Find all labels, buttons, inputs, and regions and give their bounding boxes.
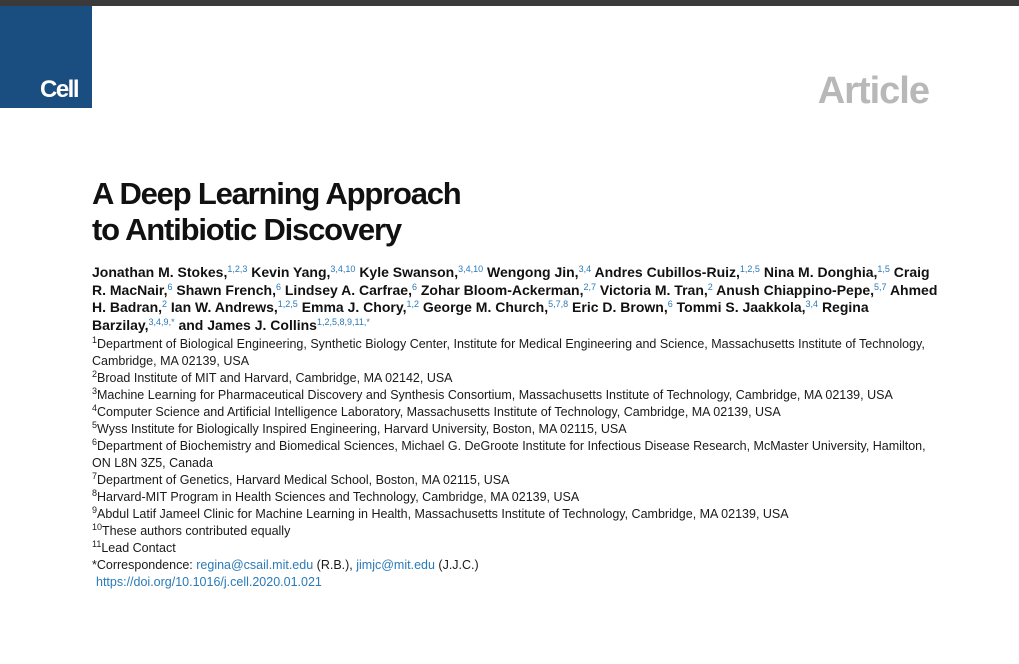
affiliation-number: 11 <box>92 539 102 549</box>
affiliation-item <box>92 387 942 404</box>
journal-logo-text: Cell <box>40 76 79 103</box>
author-name <box>359 264 483 280</box>
affiliation-item <box>92 523 942 540</box>
author-name <box>594 264 759 280</box>
affiliation-number: 7 <box>92 471 98 481</box>
affiliation-items <box>92 336 942 557</box>
author-affiliation-marker[interactable]: 6 <box>411 281 417 292</box>
affiliation-number: 5 <box>92 420 98 430</box>
author-list <box>92 264 942 334</box>
author-name-text: Shawn French, <box>176 281 276 298</box>
affiliation-number: 4 <box>92 403 98 413</box>
author-name-text: Ian W. Andrews, <box>170 299 278 315</box>
affiliation-text: Broad Institute of MIT and Harvard, Cambridge, MA 02142, USA <box>97 371 453 385</box>
author-name-text: George M. Church, <box>422 299 549 315</box>
author-name-text: Eric D. Brown, <box>572 299 668 315</box>
journal-logo <box>0 6 92 108</box>
affiliation-text: Lead Contact <box>101 541 176 555</box>
affiliation-number: 3 <box>92 386 98 396</box>
author-name <box>423 299 568 315</box>
author-name <box>92 264 247 280</box>
affiliation-text: Wyss Institute for Biologically Inspired Engineering, Harvard University, Boston, MA 02115, USA <box>97 422 627 436</box>
author-name-text: and James J. Collins <box>178 316 317 333</box>
author-name <box>302 299 419 315</box>
author-name <box>178 317 369 333</box>
author-affiliation-marker[interactable]: 1,2,3 <box>227 264 248 274</box>
top-bar <box>0 0 1019 6</box>
author-affiliation-marker[interactable]: 3,4,10 <box>458 264 484 274</box>
author-name-text: Anush Chiappino-Pepe, <box>716 281 875 298</box>
author-name-text: Emma J. Chory, <box>301 299 407 315</box>
author-name <box>600 282 713 298</box>
author-affiliation-marker[interactable]: 6 <box>275 281 281 292</box>
author-affiliation-marker[interactable]: 3,4 <box>578 264 592 274</box>
correspondence-initials-rb: (R.B.), <box>316 558 353 572</box>
author-name <box>421 282 596 298</box>
author-affiliation-marker[interactable]: 1,5 <box>877 264 890 274</box>
paper-title <box>92 176 692 248</box>
email-link-rb[interactable]: regina@csail.mit.edu <box>196 558 314 572</box>
affiliation-item <box>92 421 942 438</box>
author-affiliation-marker[interactable]: 1,2,5 <box>739 264 760 274</box>
affiliation-number: 9 <box>92 505 98 515</box>
author-name <box>487 264 591 280</box>
correspondence-line <box>92 557 942 574</box>
author-name <box>716 282 886 298</box>
author-name-text: Lindsey A. Carfrae, <box>284 281 412 298</box>
affiliation-text: Department of Genetics, Harvard Medical School, Boston, MA 02115, USA <box>97 473 510 487</box>
paper-title-line-2: to Antibiotic Discovery <box>92 212 401 247</box>
author-affiliation-marker[interactable]: 6 <box>167 281 173 292</box>
affiliation-text: These authors contributed equally <box>102 524 291 538</box>
affiliation-number: 1 <box>92 335 98 345</box>
affiliation-item <box>92 489 942 506</box>
author-name <box>251 264 355 280</box>
correspondence-label: *Correspondence: <box>92 558 193 572</box>
author-name-text: Ahmed H. Badran, <box>92 281 938 315</box>
author-name-text: Wengong Jin, <box>487 264 579 280</box>
affiliation-text: Harvard-MIT Program in Health Sciences and Technology, Cambridge, MA 02139, USA <box>97 490 580 504</box>
author-name-text: Jonathan M. Stokes, <box>92 264 228 280</box>
author-name-text: Nina M. Donghia, <box>763 264 878 280</box>
affiliation-text: Department of Biochemistry and Biomedical Sciences, Michael G. DeGroote Institute for Infectious Disease Research, McMaster University, Hamilton, ON L8N 3Z5, Canada <box>92 439 926 470</box>
author-affiliation-marker[interactable]: 6 <box>667 299 673 309</box>
author-affiliation-marker[interactable]: 1,2,5 <box>277 299 298 309</box>
affiliation-item <box>92 438 942 472</box>
affiliation-number: 2 <box>92 369 98 379</box>
affiliation-number: 10 <box>92 522 103 532</box>
affiliation-item <box>92 336 942 370</box>
author-name <box>285 282 417 298</box>
email-link-jjc[interactable]: jimjc@mit.edu <box>356 558 435 572</box>
author-affiliation-marker[interactable]: 2 <box>707 281 713 292</box>
author-affiliation-marker[interactable]: 1,2 <box>406 299 419 309</box>
author-name-text: Victoria M. Tran, <box>599 281 708 298</box>
article-type-label: Article <box>817 70 929 112</box>
affiliation-item <box>92 370 942 387</box>
affiliation-text: Computer Science and Artificial Intelligence Laboratory, Massachusetts Institute of Technology, Cambridge, MA 02139, USA <box>97 405 781 419</box>
affiliation-item <box>92 540 942 557</box>
author-name-text: Kevin Yang, <box>251 264 331 280</box>
affiliation-number: 8 <box>92 488 98 498</box>
affiliation-item <box>92 472 942 489</box>
affiliation-text: Machine Learning for Pharmaceutical Discovery and Synthesis Consortium, Massachusetts Institute of Technology, Cambridge, MA 02139, USA <box>97 388 893 402</box>
author-name-text: Craig R. MacNair, <box>92 264 930 298</box>
author-name <box>572 299 673 315</box>
author-affiliation-marker[interactable]: 3,4,10 <box>330 264 356 274</box>
affiliation-list <box>92 336 942 591</box>
author-affiliation-marker[interactable]: 3,4,9,* <box>148 316 175 327</box>
author-affiliation-marker[interactable]: 3,4 <box>805 299 819 309</box>
author-name <box>677 299 818 315</box>
correspondence-initials-jjc: (J.J.C.) <box>438 558 479 572</box>
affiliation-text: Department of Biological Engineering, Synthetic Biology Center, Institute for Medical Engineering and Science, Massachusetts Institute of Technology, Cambridge, MA 02139, USA <box>92 337 925 368</box>
affiliation-number: 6 <box>92 437 98 447</box>
affiliation-item <box>92 506 942 523</box>
author-affiliation-marker[interactable]: 2,7 <box>583 281 596 292</box>
author-name <box>764 264 890 280</box>
affiliation-text: Abdul Latif Jameel Clinic for Machine Learning in Health, Massachusetts Institute of Technology, Cambridge, MA 02139, USA <box>97 507 789 521</box>
affiliation-item <box>92 404 942 421</box>
author-name-text: Regina Barzilay, <box>92 299 869 333</box>
paper-title-line-1: A Deep Learning Approach <box>92 176 461 211</box>
author-name <box>171 299 298 315</box>
author-affiliation-marker[interactable]: 1,2,5,8,9,11,* <box>316 316 370 327</box>
author-name-text: Andres Cubillos-Ruiz, <box>594 264 740 280</box>
doi-link[interactable]: https://doi.org/10.1016/j.cell.2020.01.021 <box>96 575 322 589</box>
author-name-text: Tommi S. Jaakkola, <box>676 299 806 315</box>
author-affiliation-marker[interactable]: 5,7 <box>874 281 887 292</box>
author-affiliation-marker[interactable]: 5,7,8 <box>548 299 569 309</box>
author-name-text: Kyle Swanson, <box>359 264 459 280</box>
author-name-text: Zohar Bloom-Ackerman, <box>420 281 584 298</box>
author-affiliation-marker[interactable]: 2 <box>162 299 168 309</box>
author-name <box>176 282 281 298</box>
